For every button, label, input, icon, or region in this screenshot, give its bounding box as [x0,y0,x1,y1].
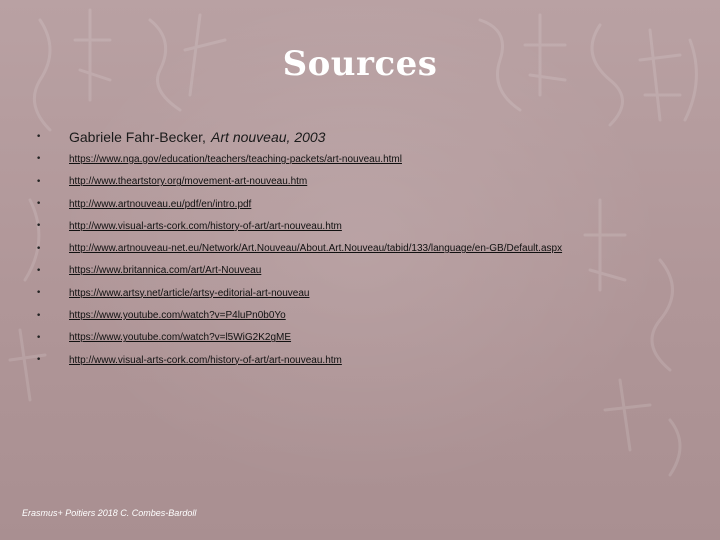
list-item [36,260,706,282]
list-item [36,193,706,215]
source-link[interactable]: https://www.britannica.com/art/Art-Nouveau [69,265,262,277]
bullet-icon: • [36,332,42,343]
source-link[interactable]: http://www.artnouveau-net.eu/Network/Art.Nouveau/About.Art.Nouveau/tabid/133/language/en-GB/Default.aspx [69,243,563,255]
list-item [36,215,706,237]
list-item [36,327,706,349]
bullet-icon: • [36,243,42,254]
bullet-icon: • [36,199,42,210]
source-link[interactable]: https://www.nga.gov/education/teachers/teaching-packets/art-nouveau.html [69,153,402,165]
bullet-icon: • [36,154,42,165]
list-item [36,282,706,304]
source-link[interactable]: http://www.artnouveau.eu/pdf/en/intro.pdf [69,198,252,210]
bullet-icon: • [36,310,42,321]
slide-footer: Erasmus+ Poitiers 2018 C. Combes-Bardoll [22,508,197,518]
list-item [36,349,706,371]
list-item [36,237,706,259]
source-link[interactable]: https://www.youtube.com/watch?v=P4luPn0b0Yo [69,310,286,322]
source-link[interactable]: https://www.artsy.net/article/artsy-editorial-art-nouveau [69,287,310,299]
slide-title: Sources [282,44,438,84]
reference-author: Gabriele Fahr-Becker, [69,129,206,146]
list-item [36,148,706,170]
bullet-icon: • [36,132,42,143]
bullet-icon: • [36,355,42,366]
bullet-icon: • [36,288,42,299]
source-link[interactable]: https://www.youtube.com/watch?v=l5WiG2K2gME [69,332,292,344]
list-item [36,304,706,326]
bullet-icon: • [36,265,42,276]
bullet-icon: • [36,221,42,232]
bullet-icon: • [36,176,42,187]
list-item [36,171,706,193]
source-link[interactable]: http://www.theartstory.org/movement-art-nouveau.htm [69,176,308,188]
reference-work: Art nouveau, 2003 [211,129,326,146]
list-item-book [36,126,706,148]
sources-list [36,126,706,371]
source-link[interactable]: http://www.visual-arts-cork.com/history-of-art/art-nouveau.htm [69,220,342,232]
source-link[interactable]: http://www.visual-arts-cork.com/history-of-art/art-nouveau.htm [69,354,342,366]
